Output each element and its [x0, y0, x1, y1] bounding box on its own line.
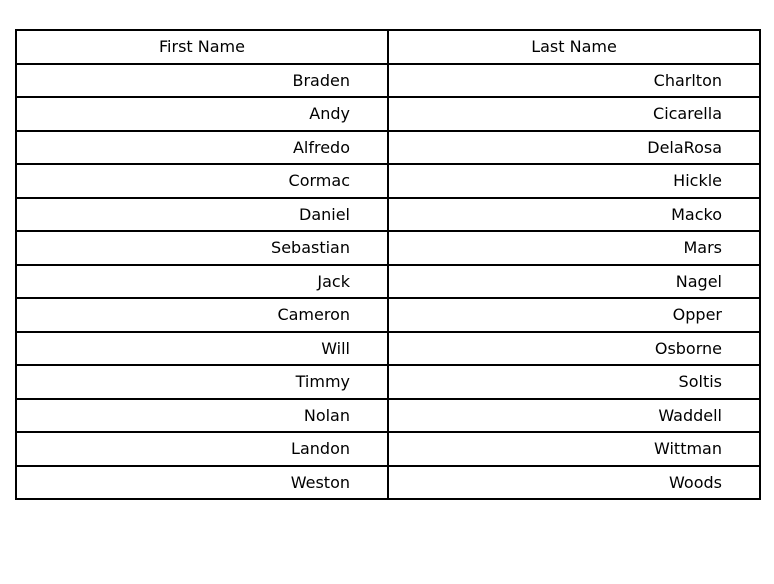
table-row	[16, 466, 760, 500]
table-row	[16, 97, 760, 131]
first-name-cell: Timmy	[16, 365, 388, 399]
last-name-cell: Cicarella	[388, 97, 760, 131]
last-name-cell: Hickle	[388, 164, 760, 198]
first-name-cell: Cormac	[16, 164, 388, 198]
names-table	[15, 29, 761, 500]
first-name-cell: Weston	[16, 466, 388, 500]
first-name-cell: Will	[16, 332, 388, 366]
last-name-cell: Charlton	[388, 64, 760, 98]
first-name-cell: Landon	[16, 432, 388, 466]
column-header-first-name: First Name	[16, 30, 388, 64]
last-name-cell: Waddell	[388, 399, 760, 433]
table-body	[16, 64, 760, 500]
table-row	[16, 231, 760, 265]
first-name-cell: Nolan	[16, 399, 388, 433]
last-name-cell: Wittman	[388, 432, 760, 466]
header-row	[16, 30, 760, 64]
first-name-cell: Andy	[16, 97, 388, 131]
table-row	[16, 298, 760, 332]
first-name-cell: Daniel	[16, 198, 388, 232]
table-row	[16, 332, 760, 366]
first-name-cell: Jack	[16, 265, 388, 299]
column-header-last-name: Last Name	[388, 30, 760, 64]
table-row	[16, 265, 760, 299]
last-name-cell: Macko	[388, 198, 760, 232]
table-row	[16, 432, 760, 466]
first-name-cell: Sebastian	[16, 231, 388, 265]
last-name-cell: Soltis	[388, 365, 760, 399]
first-name-cell: Braden	[16, 64, 388, 98]
last-name-cell: Opper	[388, 298, 760, 332]
first-name-cell: Alfredo	[16, 131, 388, 165]
last-name-cell: Osborne	[388, 332, 760, 366]
last-name-cell: Woods	[388, 466, 760, 500]
table-row	[16, 198, 760, 232]
table-row	[16, 365, 760, 399]
table-row	[16, 164, 760, 198]
table-row	[16, 131, 760, 165]
last-name-cell: Nagel	[388, 265, 760, 299]
table-row	[16, 399, 760, 433]
table-row	[16, 64, 760, 98]
last-name-cell: Mars	[388, 231, 760, 265]
last-name-cell: DelaRosa	[388, 131, 760, 165]
first-name-cell: Cameron	[16, 298, 388, 332]
